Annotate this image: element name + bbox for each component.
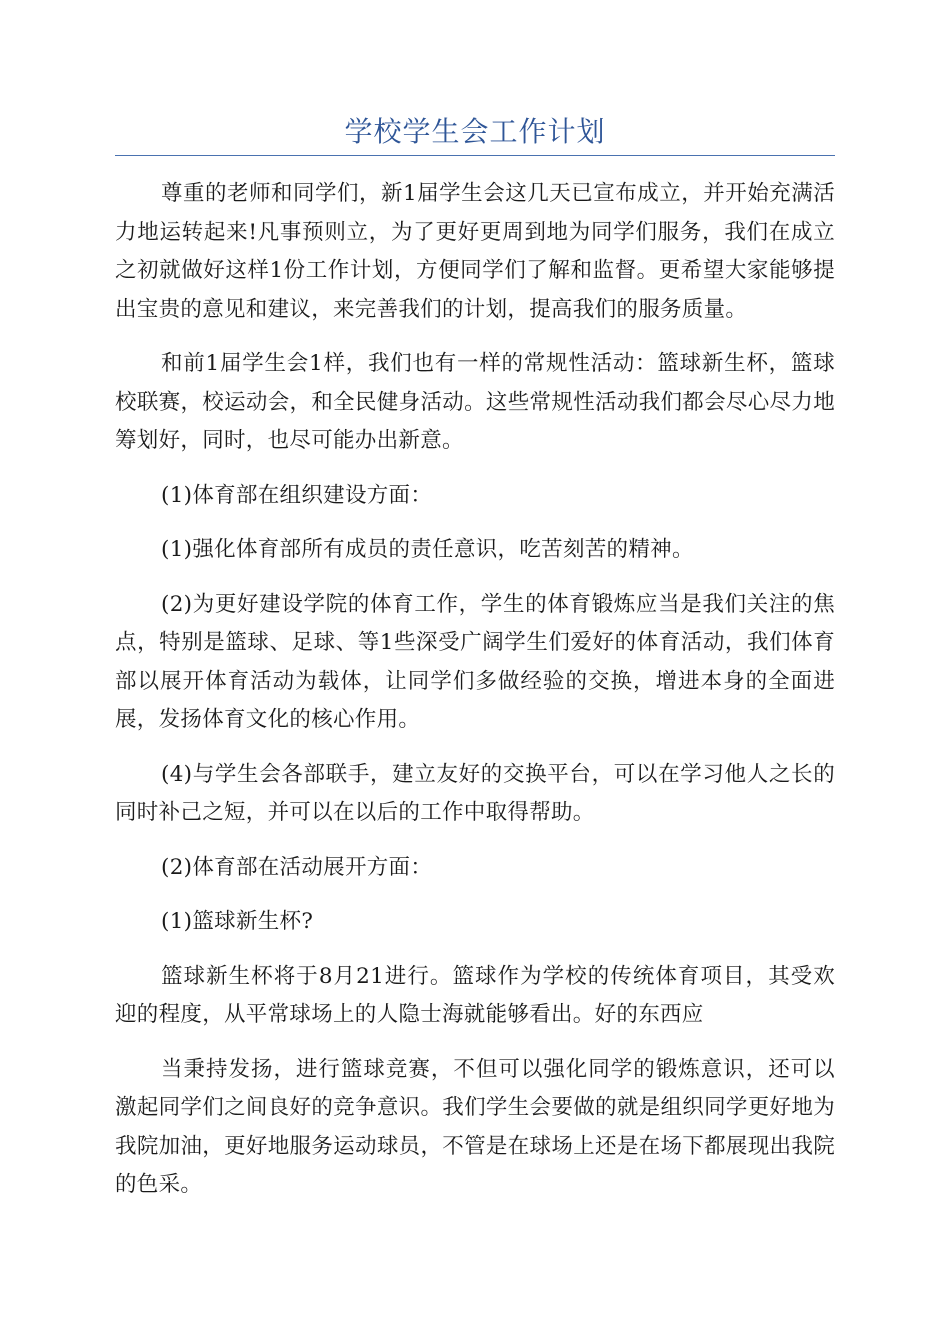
paragraph-basketball-purpose: 当秉持发扬，进行篮球竞赛，不但可以强化同学的锻炼意识，还可以激起同学们之间良好的竞争意识。我们学生会要做的就是组织同学更好地为我院加油，更好地服务运动球员，不管是在球场上还是在场下都展现出我院的色采。 (115, 1056, 835, 1197)
list-item-sports-focus: (2)为更好建设学院的体育工作，学生的体育锻炼应当是我们关注的焦点，特别是篮球、足球、等1些深受广阔学生们爱好的体育活动，我们体育部以展开体育活动为载体，让同学们多做经验的交换，增进本身的全面进展，发扬体育文化的核心作用。 (115, 591, 835, 732)
list-item-cooperation: (4)与学生会各部联手，建立友好的交换平台，可以在学习他人之长的同时补己之短，并可以在以后的工作中取得帮助。 (115, 761, 835, 825)
document-title: 学校学生会工作计划 (344, 115, 606, 148)
heading-organization: (1)体育部在组织建设方面： (161, 482, 433, 508)
list-item-responsibility: (1)强化体育部所有成员的责任意识，吃苦刻苦的精神。 (161, 537, 694, 562)
title-underline (115, 155, 835, 156)
paragraph-basketball-date: 篮球新生杯将于8月21进行。篮球作为学校的传统体育项目，其受欢迎的程度，从平常球场上的人隐士海就能够看出。好的东西应 (115, 963, 835, 1027)
heading-activities: (2)体育部在活动展开方面： (161, 854, 433, 880)
document-body (115, 175, 835, 1221)
paragraph-intro: 尊重的老师和同学们，新1届学生会这几天已宣布成立，并开始充满活力地运转起来!凡事预则立，为了更好更周到地为同学们服务，我们在成立之初就做好这样1份工作计划，方便同学们了解和监督。更希望大家能够提出宝贵的意见和建议，来完善我们的计划，提高我们的服务质量。 (115, 181, 835, 322)
paragraph-regular-activities: 和前1届学生会1样，我们也有一样的常规性活动：篮球新生杯，篮球校联赛，校运动会，和全民健身活动。这些常规性活动我们都会尽心尽力地筹划好，同时，也尽可能办出新意。 (115, 351, 835, 453)
list-item-basketball-cup: (1)篮球新生杯? (161, 909, 314, 934)
